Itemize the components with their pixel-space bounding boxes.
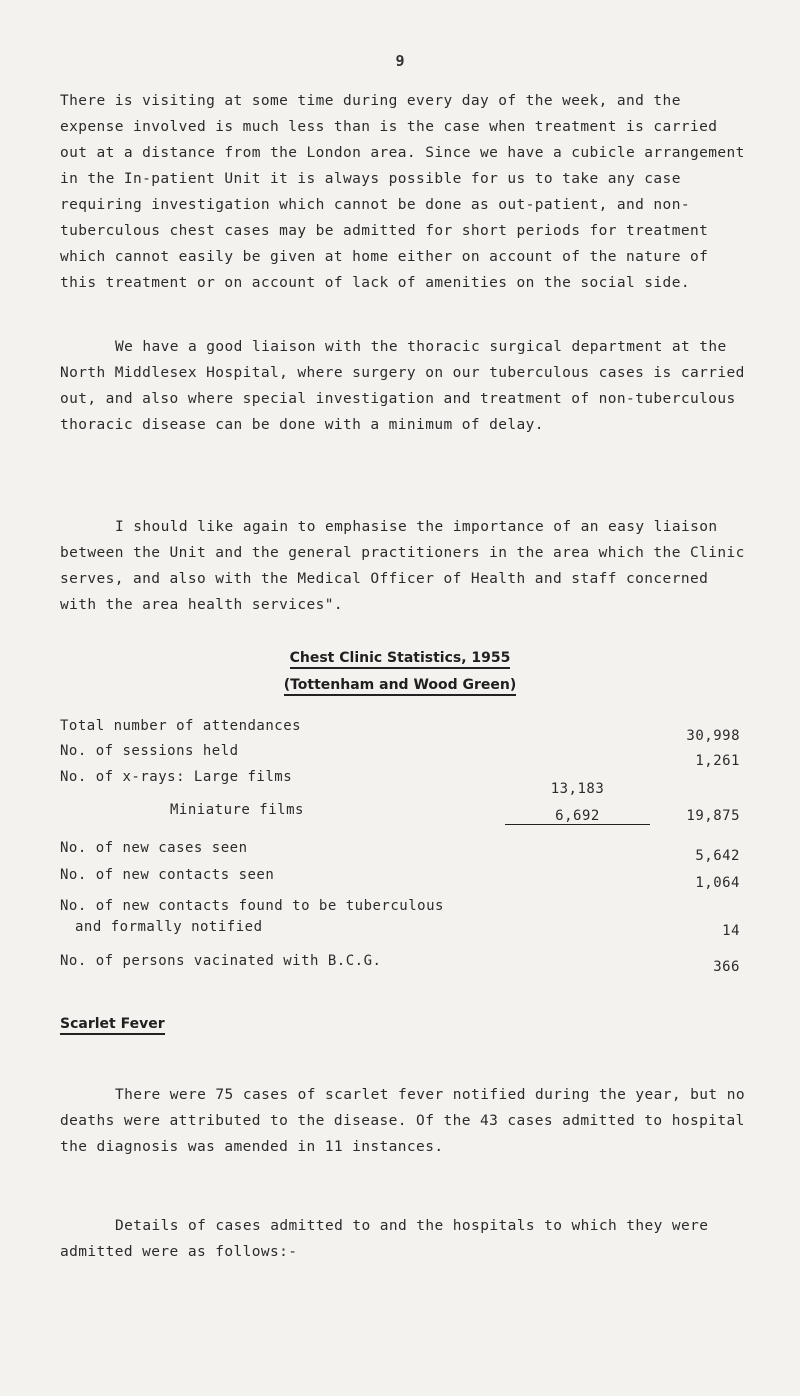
row-subvalue: 13,183 — [550, 781, 605, 797]
row-label: No. of x-rays: Large films — [60, 769, 293, 785]
row-new-contacts — [60, 867, 760, 893]
paragraph-scarlet-fever-cases: There were 75 cases of scarlet fever notified during the year, but no deaths were attributed to the disease. Of the 43 cases admitted to hospital the diagnosis was amended in 11 instances. — [60, 1087, 745, 1155]
row-label: No. of new contacts seen — [60, 867, 275, 883]
row-value: 19,875 — [686, 808, 740, 824]
row-value: 1,261 — [695, 753, 740, 769]
row-label: Miniature films — [170, 802, 304, 818]
row-label-line1: No. of new contacts found to be tuberculous — [60, 898, 444, 914]
row-label: No. of sessions held — [60, 743, 239, 759]
paragraph-liaison-practitioners: I should like again to emphasise the importance of an easy liaison between the Unit and the general practitioners in the area which the Clinic serves, and also with the Medical Officer of Health and staff concerned with the area health services". — [60, 519, 745, 613]
paragraph-scarlet-fever-details: Details of cases admitted to and the hospitals to which they were admitted were as follows:- — [60, 1218, 709, 1260]
row-label — [60, 896, 444, 938]
row-sessions — [60, 743, 760, 769]
row-xrays-miniature — [60, 802, 760, 828]
row-label: Total number of attendances — [60, 718, 302, 734]
row-xrays-large — [60, 769, 760, 795]
row-label-line2: and formally notified — [75, 919, 263, 935]
row-value: 14 — [722, 923, 740, 939]
row-label: No. of persons vacinated with B.C.G. — [60, 953, 382, 969]
row-value: 1,064 — [695, 875, 740, 891]
paragraph-liaison-surgical: We have a good liaison with the thoracic surgical department at the North Middlesex Hospital, where surgery on our tuberculous cases is carried out, and also where special investigation and treatment of non-tuberculous thoracic disease can be done with a minimum of delay. — [60, 339, 745, 433]
row-value: 5,642 — [695, 848, 740, 864]
row-new-cases — [60, 840, 760, 866]
row-value: 366 — [713, 959, 740, 975]
row-subvalue: 6,692 — [505, 808, 650, 825]
page-number: 9 — [395, 52, 405, 70]
row-label: No. of new cases seen — [60, 840, 248, 856]
paragraph-visiting: There is visiting at some time during every day of the week, and the expense involved is much less than is the case when treatment is carried out at a distance from the London area. Since we have a cubicle arrangement in the In-patient Unit it is always possible for us to take any case requiring investigation which cannot be done as out-patient, and non-tuberculous chest cases may be admitted for short periods for treatment which cannot easily be given at home either on account of the nature of this treatment or on account of lack of amenities on the social side. — [60, 93, 745, 291]
table-subtitle: (Tottenham and Wood Green) — [200, 677, 600, 693]
row-attendances — [60, 718, 760, 744]
row-value: 30,998 — [686, 728, 740, 744]
row-bcg — [60, 953, 760, 979]
table-title: Chest Clinic Statistics, 1955 — [200, 650, 600, 666]
section-heading-scarlet-fever: Scarlet Fever — [60, 1016, 165, 1035]
row-tuberculous-contacts — [60, 896, 760, 944]
